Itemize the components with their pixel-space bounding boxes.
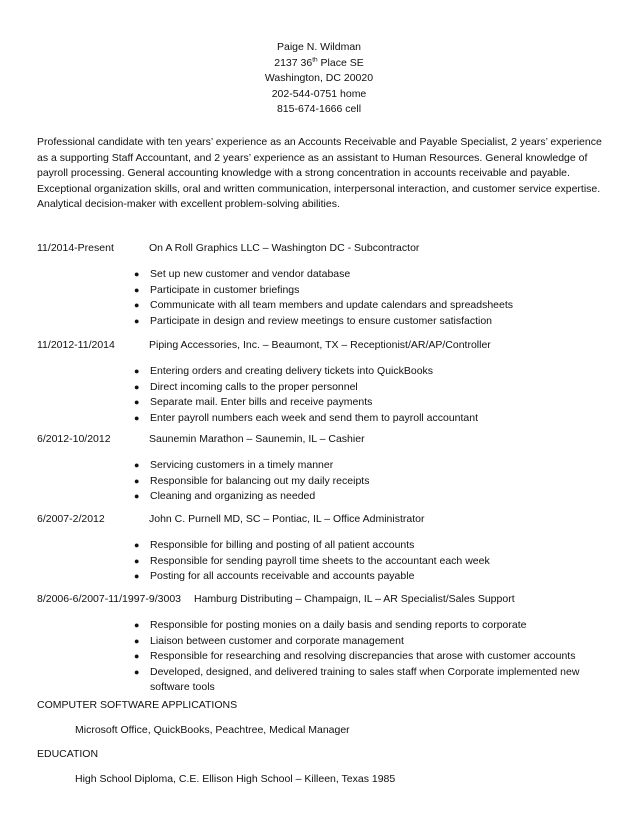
- job-entry: [37, 337, 607, 426]
- job-date: 6/2012-10/2012: [37, 433, 111, 445]
- bullet-icon: ●: [134, 540, 140, 550]
- bullet-icon: ●: [134, 284, 140, 295]
- bullet-icon: ●: [134, 666, 140, 677]
- job-title: Hamburg Distributing – Champaign, IL – AR Specialist/Sales Support: [194, 593, 515, 605]
- duty-item: ● Enter payroll numbers each week and send them to payroll accountant: [37, 411, 607, 427]
- duty-item: ● Responsible for sending payroll time sheets to the accountant each week: [37, 554, 607, 570]
- job-entry: [37, 240, 607, 329]
- job-entry: [37, 591, 607, 696]
- job-duties: [37, 458, 607, 505]
- duty-item: ● Responsible for posting monies on a daily basis and sending reports to corporate: [37, 618, 607, 634]
- job-duties: [37, 618, 607, 696]
- duty-item: ● Participate in customer briefings: [37, 283, 607, 299]
- bullet-icon: ●: [134, 269, 140, 279]
- bullet-icon: ●: [134, 366, 140, 376]
- bullet-icon: ●: [134, 412, 140, 423]
- home-phone: 202-544-0751 home: [271, 87, 367, 100]
- job-title: On A Roll Graphics LLC – Washington DC - Subcontractor: [149, 242, 420, 254]
- bullet-icon: ●: [134, 381, 140, 392]
- duty-item: ● Developed, designed, and delivered training to sales staff when Corporate implemented new software tools: [134, 665, 580, 693]
- cell-phone: 815-674-1666 cell: [276, 103, 362, 115]
- bullet-icon: ●: [134, 635, 140, 646]
- job-duties: [37, 364, 607, 426]
- job-date: 11/2014-Present: [37, 242, 114, 254]
- job-entry: [37, 511, 607, 585]
- bullet-icon: ●: [134, 620, 140, 630]
- bullet-icon: ●: [134, 555, 140, 566]
- bullet-icon: ●: [134, 491, 140, 501]
- job-title: Saunemin Marathon – Saunemin, IL – Cashier: [149, 433, 365, 445]
- duty-item: ● Separate mail. Enter bills and receive payments: [37, 395, 607, 411]
- job-duties: [37, 267, 607, 329]
- education-detail: High School Diploma, C.E. Ellison High School – Killeen, Texas 1985: [75, 773, 396, 785]
- duty-item: ● Posting for all accounts receivable and accounts payable: [37, 569, 607, 585]
- software-heading: COMPUTER SOFTWARE APPLICATIONS: [37, 699, 238, 711]
- street-address: 2137 36th Place SE: [274, 56, 364, 69]
- software-list: Microsoft Office, QuickBooks, Peachtree, Medical Manager: [75, 724, 350, 736]
- job-entry: [37, 431, 607, 505]
- job-date: 11/2012-11/2014: [37, 339, 115, 351]
- bullet-icon: ●: [134, 571, 140, 581]
- professional-summary: Professional candidate with ten years’ experience as an Accounts Receivable and Payable Specialist, 2 years’ experience as a supporting Staff Accountant, and 2 years’ experience as an assistant to Human Resources. General knowledge of payroll processing. General accounting knowledge with a strong concentration in accounts receivable and payable. Exceptional organization skills, oral and written communication, interpersonal interaction, and customer service expertise. Analytical decision-maker with excellent problem-solving abilities.: [37, 136, 602, 211]
- bullet-icon: ●: [134, 651, 140, 661]
- bullet-icon: ●: [134, 475, 140, 486]
- duty-item: ● Participate in design and review meetings to ensure customer satisfaction: [37, 314, 607, 330]
- job-date: 8/2006-6/2007-11/1997-9/3003: [37, 593, 182, 605]
- duty-item: ● Servicing customers in a timely manner: [37, 458, 607, 474]
- duty-item: ● Direct incoming calls to the proper personnel: [37, 380, 607, 396]
- duty-item: ● Communicate with all team members and update calendars and spreadsheets: [37, 298, 607, 314]
- job-title: John C. Purnell MD, SC – Pontiac, IL – Office Administrator: [149, 513, 425, 525]
- bullet-icon: ●: [134, 397, 140, 407]
- education-heading: EDUCATION: [37, 748, 99, 760]
- duty-item: ● Responsible for researching and resolving discrepancies that arose with customer accounts: [37, 649, 607, 665]
- duty-item: ● Set up new customer and vendor database: [37, 267, 607, 283]
- duty-item: ● Entering orders and creating delivery tickets into QuickBooks: [37, 364, 607, 380]
- city-state-zip: Washington, DC 20020: [264, 72, 374, 84]
- duty-item: ● Liaison between customer and corporate management: [37, 634, 607, 650]
- applicant-name: Paige N. Wildman: [276, 41, 362, 53]
- job-title: Piping Accessories, Inc. – Beaumont, TX – Receptionist/AR/AP/Controller: [149, 339, 491, 351]
- job-duties: [37, 538, 607, 585]
- contact-header: [0, 40, 638, 118]
- duty-item: ● Responsible for billing and posting of all patient accounts: [37, 538, 607, 554]
- bullet-icon: ●: [134, 315, 140, 326]
- duty-item: ● Cleaning and organizing as needed: [37, 489, 607, 505]
- duty-item: ● Responsible for balancing out my daily receipts: [37, 474, 607, 490]
- job-date: 6/2007-2/2012: [37, 513, 105, 525]
- bullet-icon: ●: [134, 460, 140, 470]
- bullet-icon: ●: [134, 300, 140, 310]
